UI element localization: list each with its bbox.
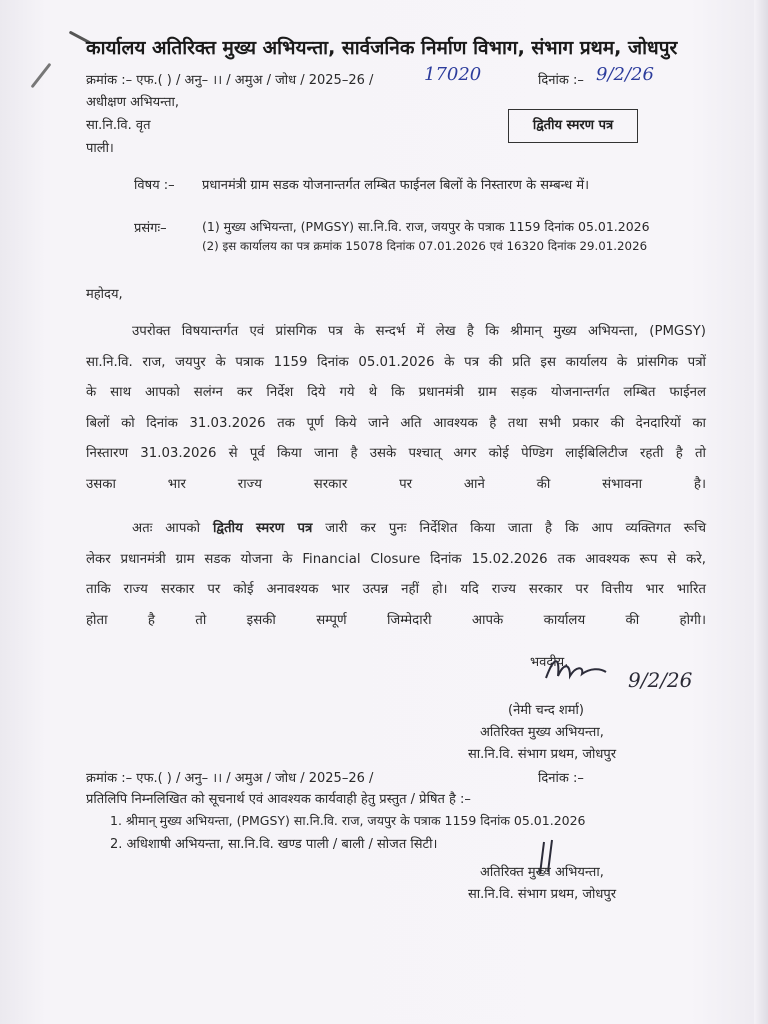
reference-item-2: (2) इस कार्यालय का पत्र क्रमांक 15078 दिनांक 07.01.2026 एवं 16320 दिनांक 29.01.2026 xyxy=(202,239,648,253)
date-label: दिनांक :– xyxy=(538,73,584,88)
copy-intro: प्रतिलिपि निम्नलिखित को सूचनार्थ एवं आवश्यक कार्यवाही हेतु प्रस्तुत / प्रेषित है :– xyxy=(86,792,471,807)
copy-office: सा.नि.वि. संभाग प्रथम, जोधपुर xyxy=(468,887,617,902)
copy-reference-number: क्रमांक :– एफ.( ) / अनु– ।। / अमुअ / जोध / 2025–26 / xyxy=(86,771,374,786)
subject-label: विषय :– xyxy=(134,178,175,193)
subject-text: प्रधानमंत्री ग्राम सडक योजनान्तर्गत लम्बित फाईनल बिलों के निस्तारण के सम्बन्ध में। xyxy=(202,178,590,193)
paragraph-2-line: ताकि राज्य सरकार पर कोई अनावश्यक भार उत्पन्न नहीं हो। यदि राज्य सरकार पर वित्तीय भार भारित xyxy=(86,582,706,598)
paragraph-1-line: उसका भार राज्य सरकार पर आने की संभावना है। xyxy=(86,476,706,492)
addressee-line-1: अधीक्षण अभियन्ता, xyxy=(86,95,180,110)
reference-label: प्रसंगः– xyxy=(134,221,167,236)
reminder-box: द्वितीय स्मरण पत्र xyxy=(508,109,638,143)
copy-item-1: 1. श्रीमान् मुख्य अभियन्ता, (PMGSY) सा.नि.वि. राज, जयपुर के पत्राक 1159 दिनांक 05.01.2026 xyxy=(110,813,586,828)
signatory-designation: अतिरिक्त मुख्य अभियन्ता, xyxy=(480,725,604,740)
handwritten-dispatch-number: 17020 xyxy=(424,64,482,85)
addressee-line-2: सा.नि.वि. वृत xyxy=(86,118,151,133)
handwritten-date: 9/2/26 xyxy=(596,64,654,85)
paragraph-1-line: के साथ आपको सलंग्न कर निर्देश दिये गये थे कि प्रधानमंत्री ग्राम सड़क योजनान्तर्गत लम्बित फाईनल xyxy=(86,385,706,401)
signatory-office: सा.नि.वि. संभाग प्रथम, जोधपुर xyxy=(468,747,617,762)
reference-number: क्रमांक :– एफ.( ) / अनु– ।। / अमुअ / जोध / 2025–26 / xyxy=(86,73,374,88)
paragraph-2-line: लेकर प्रधानमंत्री ग्राम सडक योजना के Financial Closure दिनांक 15.02.2026 तक आवश्यक रूप से करे, xyxy=(86,551,706,567)
paragraph-1-line: उपरोक्त विषयान्तर्गत एवं प्रांसगिक पत्र के सन्दर्भ में लेख है कि श्रीमान् मुख्य अभियन्ता, (PMGSY) xyxy=(132,324,706,339)
paragraph-1-line: बिलों को दिनांक 31.03.2026 तक पूर्ण किये जाने अति आवश्यक है तथा सभी प्रकार की देनदारियों का xyxy=(86,415,706,431)
paragraph-1-line: सा.नि.वि. राज, जयपुर के पत्राक 1159 दिनांक 05.01.2026 के पत्र की प्रति इस कार्यालय के प्रांसगिक पत्रों xyxy=(86,354,706,370)
closing: भवदीय, xyxy=(530,655,569,670)
paragraph-2-line-1 xyxy=(86,514,706,545)
page-edge xyxy=(754,0,768,1024)
copy-date-label: दिनांक :– xyxy=(538,771,584,786)
office-title: कार्यालय अतिरिक्त मुख्य अभियन्ता, सार्वजनिक निर्माण विभाग, संभाग प्रथम, जोधपुर xyxy=(86,37,678,59)
copy-item-2: 2. अधिशाषी अभियन्ता, सा.नि.वि. खण्ड पाली / बाली / सोजत सिटी। xyxy=(110,837,438,852)
salutation: महोदय, xyxy=(86,287,123,302)
paragraph-1 xyxy=(86,317,706,501)
paragraph-1-line: निस्तारण 31.03.2026 से पूर्व किया जाना है उसके पश्चात् अगर कोई पेण्डिग लाईबिलिटीज रहती है तो xyxy=(86,446,706,462)
handwritten-signature-date: 9/2/26 xyxy=(628,668,693,692)
copy-designation: अतिरिक्त मुख्य अभियन्ता, xyxy=(480,865,604,880)
reference-item-1: (1) मुख्य अभियन्ता, (PMGSY) सा.नि.वि. राज, जयपुर के पत्राक 1159 दिनांक 05.01.2026 xyxy=(202,219,650,234)
second-reminder-bold: द्वितीय स्मरण पत्र xyxy=(212,521,313,536)
paragraph-2-pre: अतः आपको xyxy=(132,521,201,536)
signatory-name: (नेमी चन्द शर्मा) xyxy=(508,703,584,718)
addressee-line-3: पाली। xyxy=(86,141,114,156)
paragraph-2-post: जारी कर पुनः निर्देशित किया जाता है कि आप व्यक्तिगत रूचि xyxy=(325,521,707,536)
paragraph-2 xyxy=(86,514,706,636)
paragraph-2-line: होता है तो इसकी सम्पूर्ण जिम्मेदारी आपके कार्यालय की होगी। xyxy=(86,612,706,628)
